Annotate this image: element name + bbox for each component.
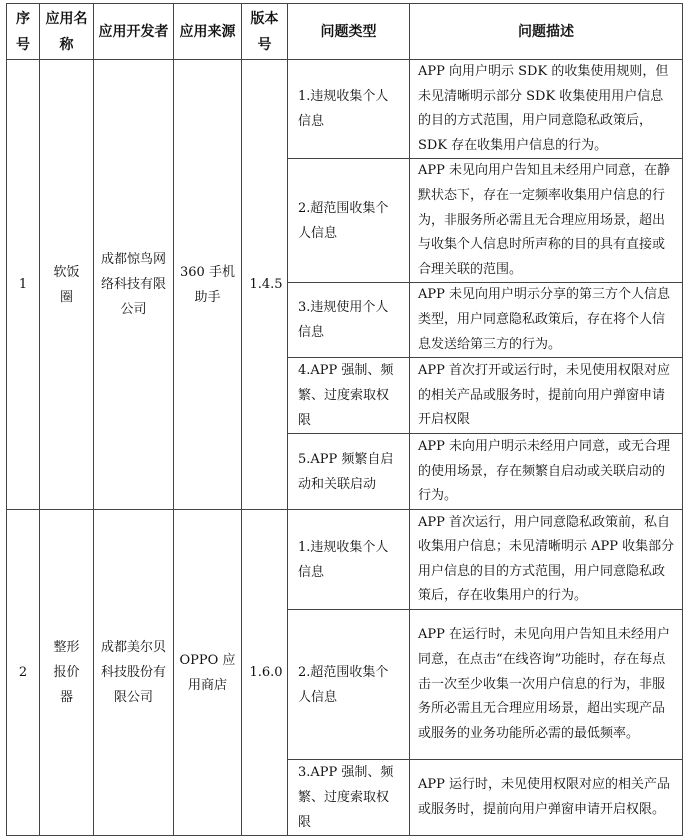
issue-description: APP 在运行时，未见向用户告知且未经用户同意，在点击“在线咨询”功能时，存在每点击一次至少收集一次用户信息的行为，非服务所必需且无合理应用场景，超出实现产品或服务的业务功能所必需的最低频率。 — [410, 610, 683, 760]
issue-type: 2.超范围收集个人信息 — [288, 159, 410, 283]
app-name — [40, 60, 94, 510]
table-row — [7, 60, 683, 159]
col-header-name: 应用名称 — [40, 4, 94, 60]
issue-type: 1.违规收集个人信息 — [288, 510, 410, 610]
issue-description: APP 向用户明示 SDK 的收集使用规则，但未见清晰明示部分 SDK 收集使用用户信息的目的方式范围，用户同意隐私政策后，SDK 存在收集用户信息的行为。 — [410, 60, 683, 159]
header-row — [7, 4, 683, 60]
issue-type: 3.违规使用个人信息 — [288, 283, 410, 358]
col-header-index: 序号 — [7, 4, 40, 60]
issue-description: APP 首次打开或运行时，未见使用权限对应的相关产品或服务时，提前向用户弹窗申请开启权限 — [410, 358, 683, 434]
app-version-text: 1.6.0 — [249, 665, 283, 681]
issue-type: 3.APP 强制、频繁、过度索取权限 — [288, 760, 410, 836]
app-version — [242, 510, 288, 836]
app-version — [242, 60, 288, 510]
app-source: OPPO 应用商店 — [174, 510, 242, 836]
issue-type: 2.超范围收集个人信息 — [288, 610, 410, 760]
violations-table — [6, 3, 683, 836]
app-name-text: 软饭圈 — [53, 264, 80, 305]
app-index: 1 — [7, 60, 40, 510]
table-row — [7, 510, 683, 610]
app-developer: 成都美尔贝科技股份有限公司 — [94, 510, 174, 836]
issue-type: 1.违规收集个人信息 — [288, 60, 410, 159]
issue-type: 5.APP 频繁自启动和关联启动 — [288, 434, 410, 510]
col-header-issue-type: 问题类型 — [288, 4, 410, 60]
issue-type: 4.APP 强制、频繁、过度索取权限 — [288, 358, 410, 434]
app-index: 2 — [7, 510, 40, 836]
app-name-text: 整形报价器 — [53, 640, 80, 706]
issue-description: APP 未见向用户告知且未经用户同意，在静默状态下，存在一定频率收集用户信息的行为，非服务所必需且无合理应用场景，超出与收集个人信息时所声称的目的具有直接或合理关联的范围。 — [410, 159, 683, 283]
col-header-issue-description: 问题描述 — [410, 4, 683, 60]
app-version-text: 1.4.5 — [249, 277, 283, 293]
issue-description: APP 未见向用户明示分享的第三方个人信息类型，用户同意隐私政策后，存在将个人信息发送给第三方的行为。 — [410, 283, 683, 358]
issue-description: APP 首次运行，用户同意隐私政策前，私自收集用户信息；未见清晰明示 APP 收集部分用户信息的目的方式范围，用户同意隐私政策后，存在收集用户的行为。 — [410, 510, 683, 610]
col-header-source: 应用来源 — [174, 4, 242, 60]
col-header-developer: 应用开发者 — [94, 4, 174, 60]
app-name — [40, 510, 94, 836]
issue-description: APP 未向用户明示未经用户同意，或无合理的使用场景，存在频繁自启动或关联启动的行为。 — [410, 434, 683, 510]
col-header-version: 版本号 — [242, 4, 288, 60]
issue-description: APP 运行时，未见使用权限对应的相关产品或服务时，提前向用户弹窗申请开启权限。 — [410, 760, 683, 836]
app-source: 360 手机助手 — [174, 60, 242, 510]
app-developer: 成都惊鸟网络科技有限公司 — [94, 60, 174, 510]
